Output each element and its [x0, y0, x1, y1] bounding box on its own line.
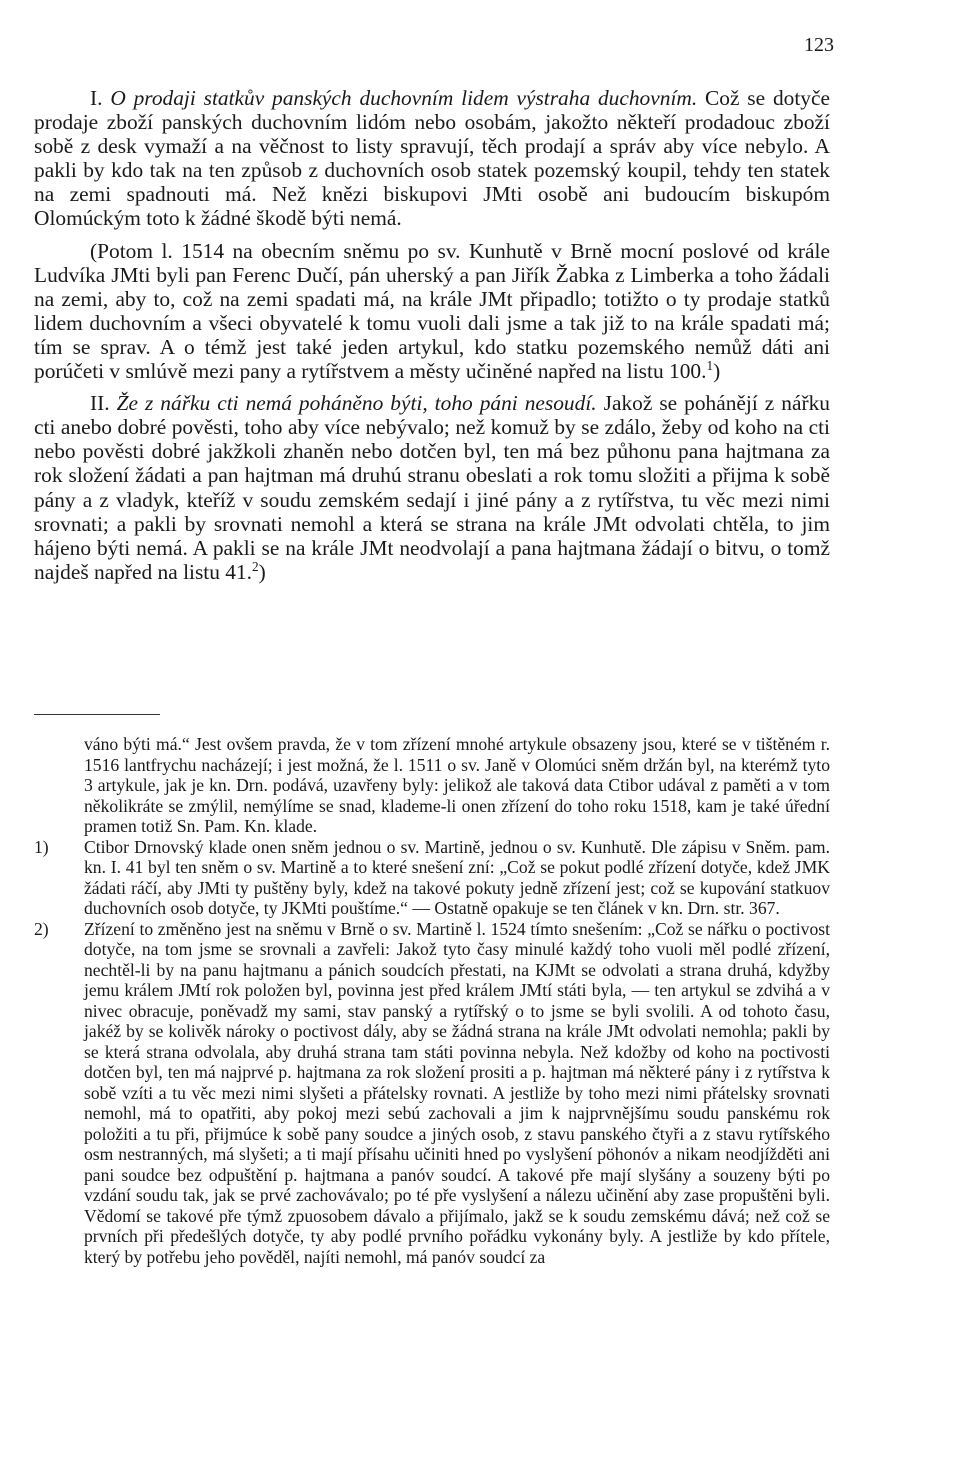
footnote-1: [34, 837, 830, 919]
main-text: [34, 86, 830, 584]
section-1-title: O prodaji statkův panských duchovním lidem výstraha duchovním.: [110, 86, 698, 110]
section-1-note-text: (Potom l. 1514 na obecním sněmu po sv. Kunhutě v Brně mocní poslové od krále Ludvíka JMti byli pan Ferenc Dučí, pán uherský a pan Jiřík Žabka z Limberka a toho žádali na zemi, aby to, což na zemi spadati má, na krále JMt připadlo; totižto o ty prodaje statků lidem duchovním a všeci obyvatelé k tomu vuoli dali jsme a tak již to na krále spadati má; tím se sprav. A o témž jest také jeden artykul, kdo statku pozemského nemůž dáti ani porúčeti v smlúvě mezi pany a rytířstvem a městy učiněné napřed na listu 100.: [34, 238, 830, 384]
section-1-note-close: ): [713, 359, 721, 384]
footnote-divider: [34, 714, 160, 715]
footnote-1-text: Ctibor Drnovský klade onen sněm jednou o sv. Martině, jednou o sv. Kunhutě. Dle zápisu v Sněm. pam. kn. I. 41 byl ten sněm o sv. Martině a to které snešení zní: „Což se pokut podlé zřízení dotyče, kdež JMK žádati ráčí, aby JMti ty puštěny byly, kdež na takové pokuty jedně zřízení jest; což se kupování statkuov duchovních osob dotyče, ty JKMti pouštíme.“ — Ostatně opakuje se ten článek v kn. Drn. str. 367.: [84, 836, 830, 918]
section-1-number: I.: [90, 86, 103, 110]
footnote-continuation: váno býti má.“ Jest ovšem pravda, že v tom zřízení mnohé artykule obsazeny jsou, které se v tištěném r. 1516 lantfrychu nacházejí; i jest možná, že l. 1511 o sv. Janě v Olomúci sněm držán byl, na kterémž tyto 3 artykule, jak je kn. Drn. podává, uzavřeny byly: jelikož ale taková data Ctibor udával z paměti a v tom několikráte se zmýlil, nemýlíme se snad, klademe-li onen zřízení do toho roku 1518, kam je také úřední pramen totiž Sn. Pam. Kn. klade.: [84, 734, 830, 836]
section-2-body: Jakož se pohánějí z nářku cti anebo dobré pověsti, toho aby více nebývalo; než komuž by se zdálo, žeby od koho na cti nebo pověsti dobré jakžkoli zhaněn nebo dotčen byl, ten má bez půhonu pana hajtmana za rok složení žádati a pan hajtman má druhú stranu obeslati a rok tomu složiti a přijma k sobě pány a z vladyk, kteříž v soudu zemském sedají i jiné pány a z rytířstva, tu věc mezi nimi srovnati; a pakli by srovnati nemohl a která se strana na krále JMt odvolati chtěla, to jim hájeno býti nemá. A pakli se na krále JMt neodvolají a pana hajtmana žádají o bitvu, o tomž najdeš napřed na listu 41.: [34, 391, 830, 584]
section-2-number: II.: [90, 391, 110, 416]
section-1-body: Což se dotyče prodaje zboží panských duchovním lidóm nebo osobám, jakožto někteří prodadouc zboží sobě z desk vymaží a na věčnost to listy spravují, těch prodají a správ aby více nebylo. A pakli by kdo tak na ten způsob z duchovních osob statek pozemský koupil, tehdy ten statek na zemi spadnouti má. Než knězi biskupovi JMti osobě ani budoucím biskupóm Olomúckým toto k žádné škodě býti nemá.: [34, 86, 830, 231]
section-2-paragraph: [34, 391, 830, 584]
footnote-ref-1: 1: [706, 357, 714, 373]
footnote-2: [34, 919, 830, 1268]
section-2-title: Že z nářku cti nemá poháněno býti, toho páni nesoudí.: [116, 391, 597, 416]
section-2-close: ): [258, 559, 266, 584]
section-1-paragraph: [34, 86, 830, 231]
footnote-ref-2: 2: [252, 558, 259, 574]
footnotes: [34, 734, 830, 1267]
footnote-2-text: Zřízení to změněno jest na sněmu v Brně o sv. Martině l. 1524 tímto snešením: „Což se nářku o poctivost dotyče, na tom jsme se srovnali a zavřeli: Jakož tyto časy minulé každý toho vuoli měl podlé zřízení, nechtěl-li by na panu hajtmanu a pánich soudcích přestati, na KJMt se odvolati a strana druhá, kdyžby jemu králem JMtí rok položen byl, povinna jest před králem JMtí státi byla, — ten artykul se zdvihá a v nivec obracuje, poněvadž my sami, stav panský a rytířský o to jsme se byli svolili. A od tohoto času, jakéž by se kolivěk nároky o poctivost dály, aby se žádná strana na krále JMt odvolati nemohla; pakli by se která strana odvolala, aby druhá strana tam státi povinna nebyla. Než kdožby od koho na poctivosti dotčen byl, ten má najprvé p. hajtmana za rok složení prositi a p. hajtman má některé pány i z rytířstva k sobě vzíti a tu věc mezi nimi slyšeti a přátelsky rovnati. A jestliže by toho mezi nimi přátelsky srovnati nemohl, má to opatřiti, aby pokoj mezi sebú zachovali a jim k najprvnějšímu soudu panskému rok položiti a tu při, přijmúce k sobě pany soudce a jiných osob, z stavu panského čtyři a z stavu rytířského osm nestranných, má slyšeti; a ti mají přísahu učiniti hned po vyslyšení pöhonóv a nikam neodjížděti ani pani soudce bez odpuštění p. hajtmana a panóv soudcí. A takové pře mají slyšány a souzeny býti po vzdání soudu tak, jak se prvé zachovávalo; po té pře vyslyšení a nálezu učinění aby zase propuštěni byli. Vědomí se takové pře týmž zpuosobem dávalo a přijímalo, jakž se k soudu zemskému dává; než což se prvních při předešlých dotyče, ty aby podlé prvního pořádku vykonány byly. A jestliže by kdo přítele, který by potřebu jeho pověděl, najíti nemohl, má panóv soudcí za: [84, 918, 830, 1267]
section-1-note-paragraph: [34, 239, 830, 384]
footnote-1-marker: 1): [34, 836, 49, 857]
footnote-2-marker: 2): [34, 918, 49, 939]
page-number: 123: [804, 34, 834, 56]
